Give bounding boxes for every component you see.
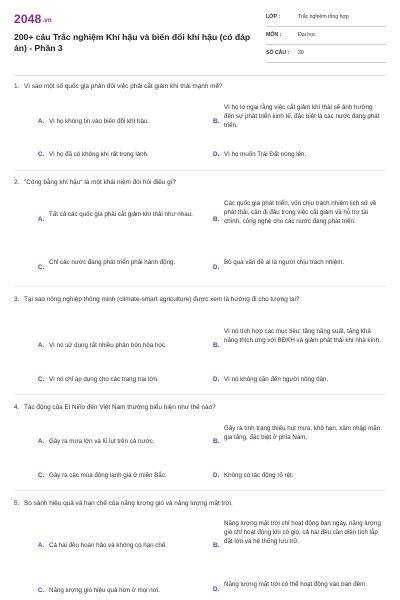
meta-row-class	[266, 12, 386, 27]
option-text: Chỉ các nước đang phát triển phải hành động.	[49, 259, 176, 266]
option-letter: A.	[38, 118, 45, 125]
option-letter: B.	[213, 118, 220, 125]
meta-label: LỚP :	[266, 14, 281, 20]
option-text: Cả hai đều hoàn hảo và không có hạn chế.	[49, 542, 167, 549]
option-letter: A.	[38, 438, 45, 445]
question-text: Tác động của El Niño đến Việt Nam thường biểu hiện như thế nào?	[24, 404, 216, 411]
question-number: 4.	[14, 404, 20, 411]
meta-value: 30	[298, 50, 304, 56]
question-2	[14, 178, 384, 187]
option-letter: D.	[213, 472, 220, 479]
meta-value: Trắc nghiệm tổng hợp	[298, 14, 349, 20]
question-text: Vì sao một số quốc gia phản đối việc phải cắt giảm khí thải mạnh mẽ?	[24, 83, 223, 90]
option-text: Gây ra tình trạng thiếu hụt mưa, khô hạn, xâm nhập mặn gia tăng, đặc biệt ở phía Nam.	[224, 425, 381, 442]
option-text: Năng lượng mặt trời có thể hoạt động vào ban đêm.	[224, 581, 367, 588]
option-text: Vì họ không tin vào biến đổi khí hậu.	[49, 118, 150, 125]
site-logo[interactable]	[14, 12, 52, 26]
option-text: Vì nó không cần đến người nông dân.	[224, 376, 329, 383]
option-letter: C.	[38, 151, 45, 158]
question-text: So sánh hiệu quả và hạn chế của năng lượng gió và năng lượng mặt trời.	[24, 500, 233, 507]
meta-value: Đại học	[298, 32, 316, 38]
option-letter: C.	[38, 264, 45, 271]
header-divider	[14, 75, 386, 76]
option-letter: B.	[213, 216, 220, 223]
meta-row-count	[266, 48, 386, 63]
question-divider	[14, 170, 386, 171]
question-3	[14, 295, 384, 304]
question-divider	[14, 286, 386, 287]
meta-label: MÔN :	[266, 32, 282, 38]
option-letter: C.	[38, 587, 45, 594]
option-text: Vì họ lo ngại rằng việc cắt giảm khí thải sẽ ảnh hưởng đến sự phát triển kinh tế, đặc biệt là các nước đang phát triển.	[224, 104, 380, 130]
option-letter: C.	[38, 472, 45, 479]
option-letter: A.	[38, 342, 45, 349]
option-text: Các quốc gia phát triển, vốn chịu trách nhiệm lịch sử về phát thải, cần đi đầu trong việc cắt giảm và hỗ trợ tài chính, công nghệ cho các nước đang phát triển.	[224, 200, 377, 226]
option-text: Năng lượng gió hiệu quả hơn ở mọi nơi.	[49, 587, 160, 594]
option-text: Vì nó chỉ áp dụng cho các trang trại lớn.	[49, 376, 159, 383]
option-letter: A.	[38, 542, 45, 549]
option-text: Gây ra các mùa đông lạnh giá ở miền Bắc.	[49, 472, 167, 479]
option-text: Vì nó tích hợp các mục tiêu: tăng năng suất, tăng khả năng thích ứng với BĐKH và giảm phát thải khí nhà kính.	[224, 328, 381, 345]
option-text: Gây ra mưa lớn và lũ lụt trên cả nước.	[49, 438, 155, 445]
logo-main: 2048	[14, 12, 42, 26]
question-number: 2.	[14, 179, 20, 186]
question-number: 1.	[14, 83, 20, 90]
meta-row-subject	[266, 30, 386, 45]
option-letter: B.	[213, 542, 220, 549]
option-letter: D.	[213, 151, 220, 158]
option-letter: D.	[213, 586, 220, 593]
logo-tld: .vn	[42, 18, 52, 24]
document-header	[14, 12, 386, 70]
option-letter: B.	[213, 438, 220, 445]
question-number: 3.	[14, 296, 20, 303]
option-text: Tất cả các quốc gia phải cắt giảm khí thải như nhau.	[49, 211, 193, 218]
option-text: Vì họ muốn Trái Đất nóng lên.	[224, 151, 307, 158]
question-1	[14, 82, 384, 91]
question-4	[14, 403, 384, 412]
option-letter: D.	[213, 264, 220, 271]
question-divider	[14, 490, 386, 491]
option-text: Vì nó sử dụng rất nhiều phân bón hóa học.	[49, 342, 167, 349]
document-title: 200+ câu Trắc nghiệm Khí hậu và biến đổi khí hậu (có đáp án) - Phần 3	[14, 32, 251, 53]
option-letter: A.	[38, 216, 45, 223]
meta-info	[266, 12, 386, 66]
option-letter: B.	[213, 342, 220, 349]
option-letter: D.	[213, 376, 220, 383]
option-text: Không có tác động rõ rệt.	[224, 472, 294, 479]
meta-label: SỐ CÂU :	[266, 50, 290, 56]
question-number: 5.	[14, 500, 20, 507]
option-text: Bỏ qua vấn đề ai là người chịu trách nhiệm.	[224, 259, 344, 266]
question-5	[14, 499, 384, 508]
option-text: Vì họ đã có không khí rất trong lành.	[49, 151, 149, 158]
question-text: Tại sao nông nghiệp thông minh (climate-smart agriculture) được xem là hướng đi cho tương lai?	[24, 296, 300, 303]
question-text: "Công bằng khí hậu" là một khái niệm đòi hỏi điều gì?	[24, 179, 176, 186]
option-letter: C.	[38, 376, 45, 383]
option-text: Năng lượng mặt trời chỉ hoạt động ban ngày, năng lượng gió chỉ hoạt động khi có gió, cả hai đều cần diện tích lắp đặt lớn và hệ thống lưu trữ.	[224, 520, 381, 546]
question-divider	[14, 394, 386, 395]
